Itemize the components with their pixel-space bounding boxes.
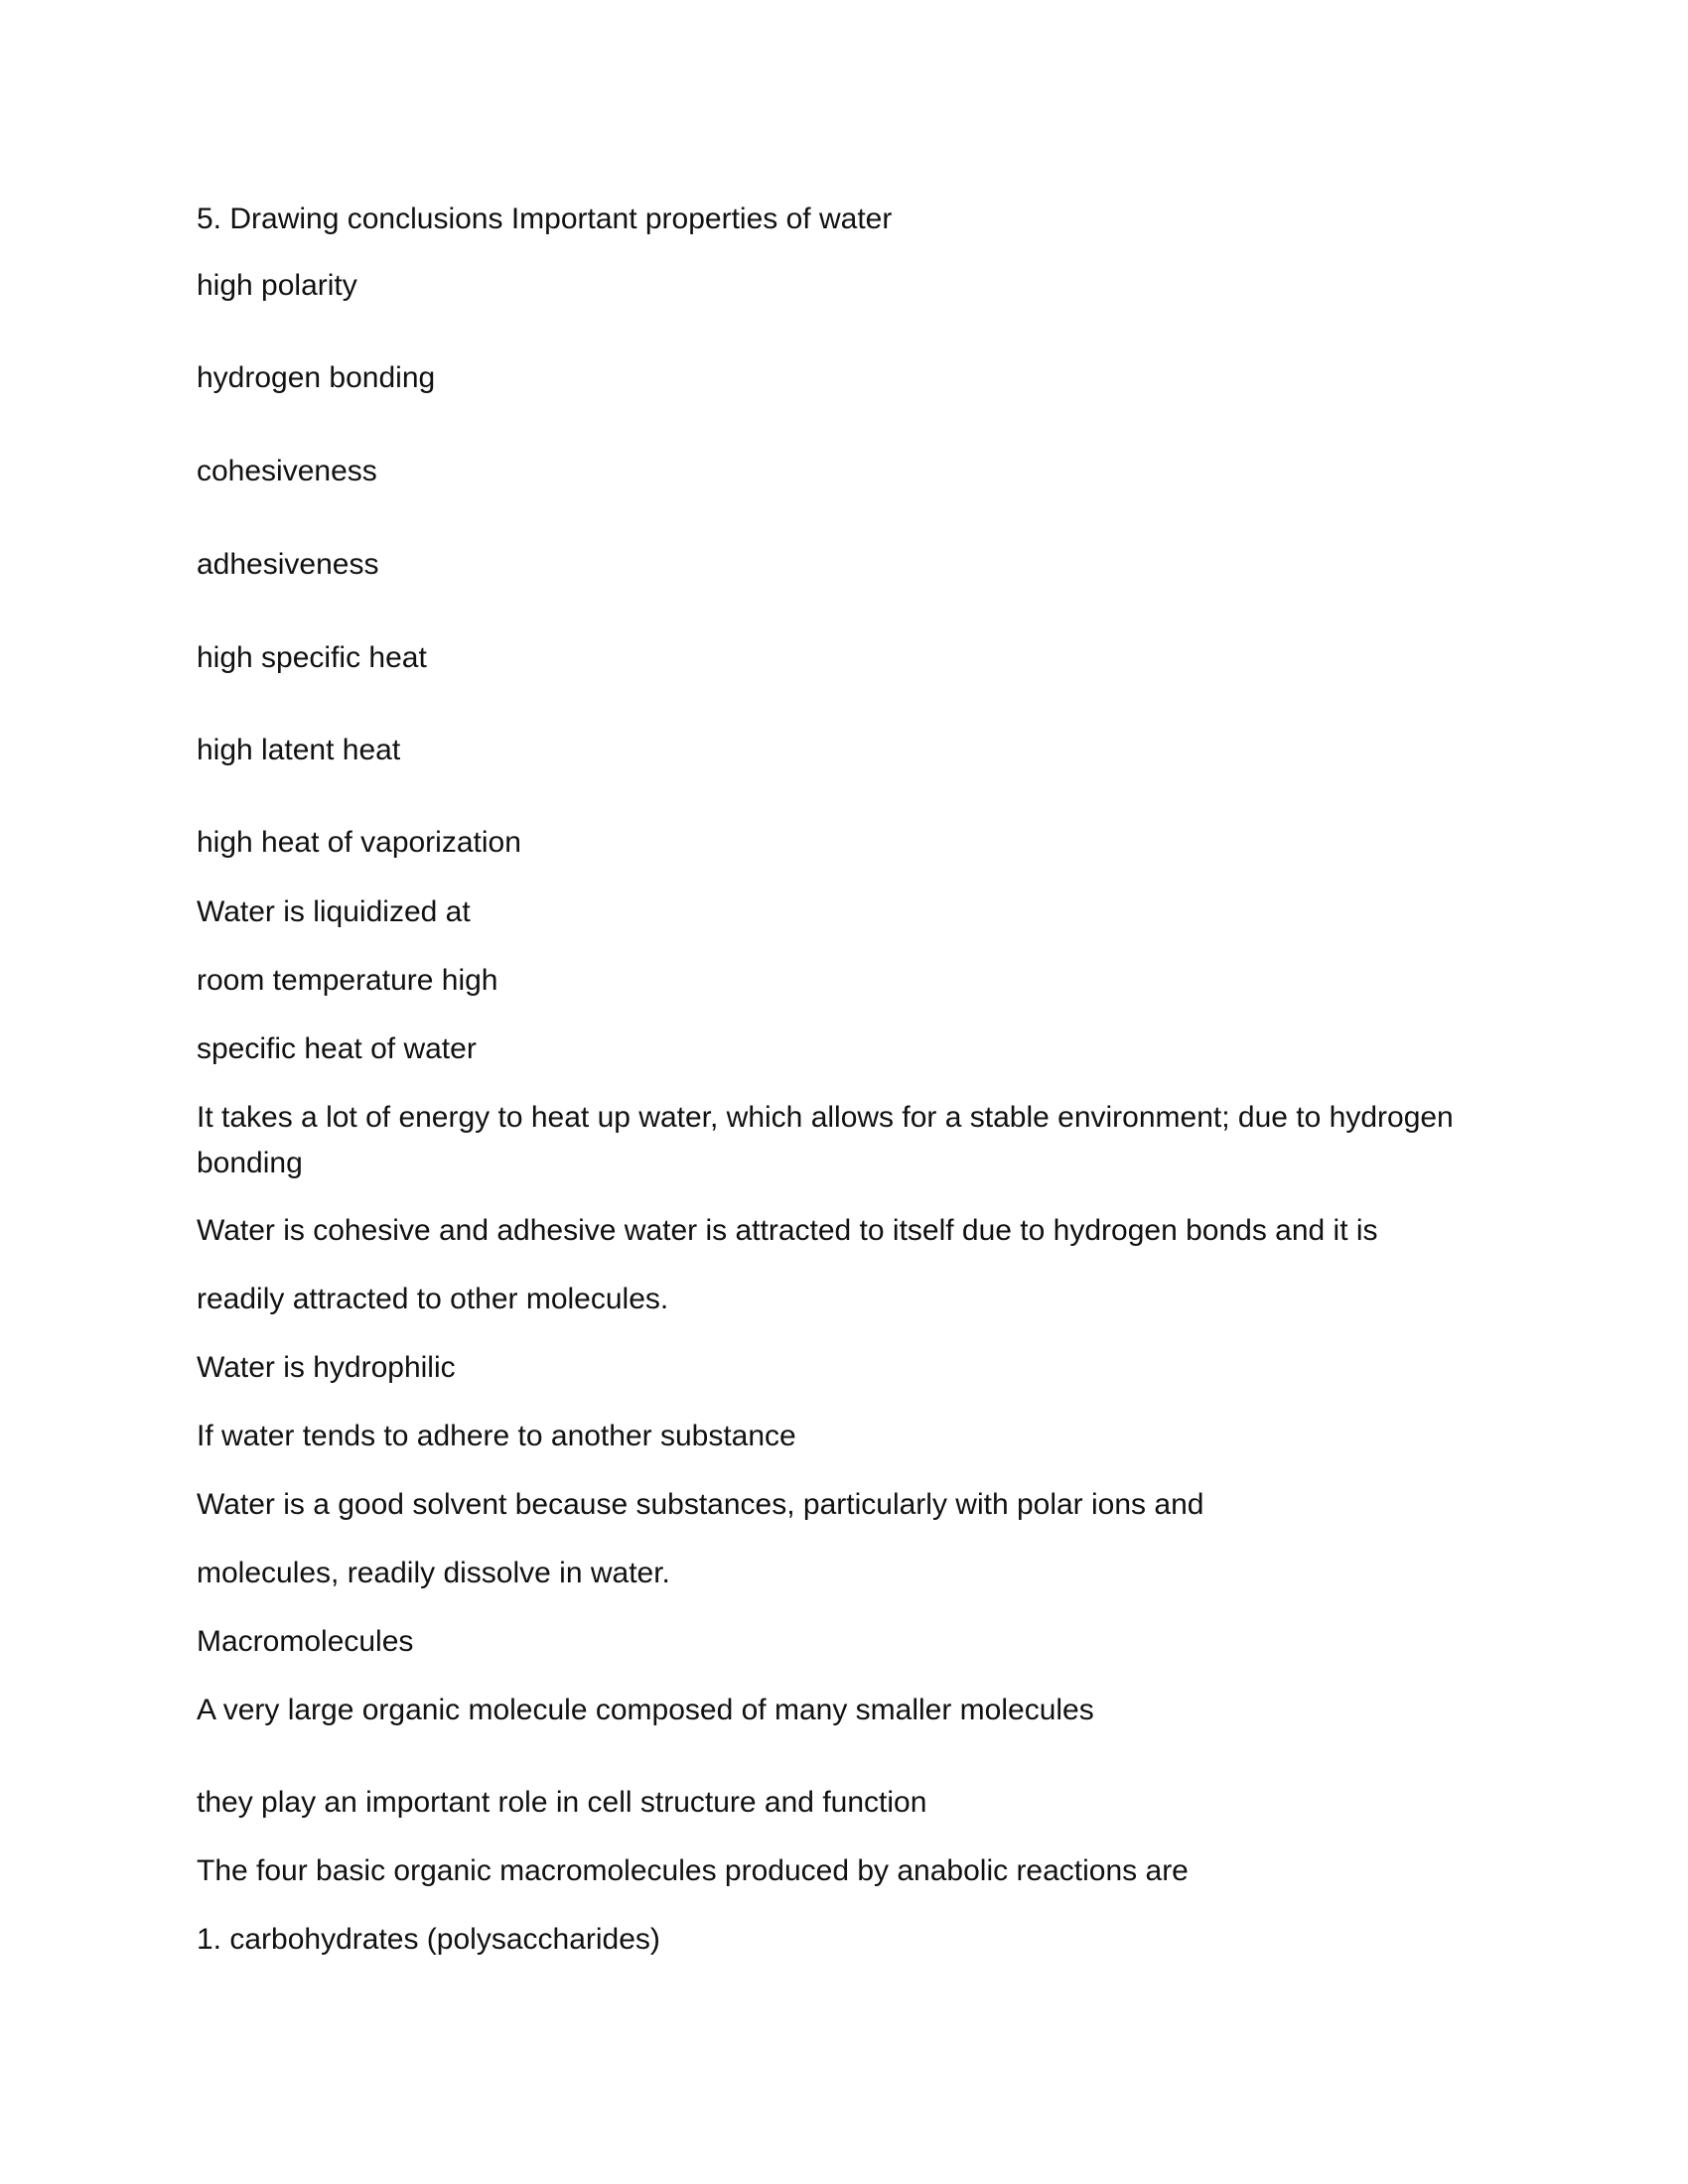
property-item: high polarity	[197, 269, 357, 302]
paragraph-line: Water is cohesive and adhesive water is attracted to itself due to hydrogen bonds and it is	[197, 1214, 1378, 1247]
property-item: high heat of vaporization	[197, 826, 521, 859]
paragraph-line: readily attracted to other molecules.	[197, 1283, 669, 1315]
property-item: adhesiveness	[197, 548, 379, 581]
property-item: cohesiveness	[197, 455, 377, 487]
paragraph-line: Water is liquidized at	[197, 895, 471, 928]
paragraph-line: If water tends to adhere to another substance	[197, 1420, 796, 1452]
property-item: hydrogen bonding	[197, 361, 436, 394]
paragraph-line: Water is a good solvent because substances, particularly with polar ions and	[197, 1488, 1204, 1521]
paragraph-line: molecules, readily dissolve in water.	[197, 1557, 670, 1589]
paragraph-line: Water is hydrophilic	[197, 1351, 456, 1384]
property-item: high specific heat	[197, 641, 427, 674]
paragraph-line: specific heat of water	[197, 1032, 477, 1065]
property-item: high latent heat	[197, 734, 401, 766]
paragraph-line: room temperature high	[197, 964, 498, 997]
paragraph-line: they play an important role in cell structure and function	[197, 1786, 927, 1819]
paragraph: It takes a lot of energy to heat up water, which allows for a stable environment; due to hydrogen bonding	[197, 1101, 1454, 1179]
section-title: Macromolecules	[197, 1625, 414, 1658]
section-heading: 5. Drawing conclusions Important properties of water	[197, 203, 893, 235]
list-item: 1. carbohydrates (polysaccharides)	[197, 1923, 660, 1956]
paragraph-line: The four basic organic macromolecules produced by anabolic reactions are	[197, 1854, 1189, 1887]
paragraph-line: A very large organic molecule composed of many smaller molecules	[197, 1694, 1094, 1726]
